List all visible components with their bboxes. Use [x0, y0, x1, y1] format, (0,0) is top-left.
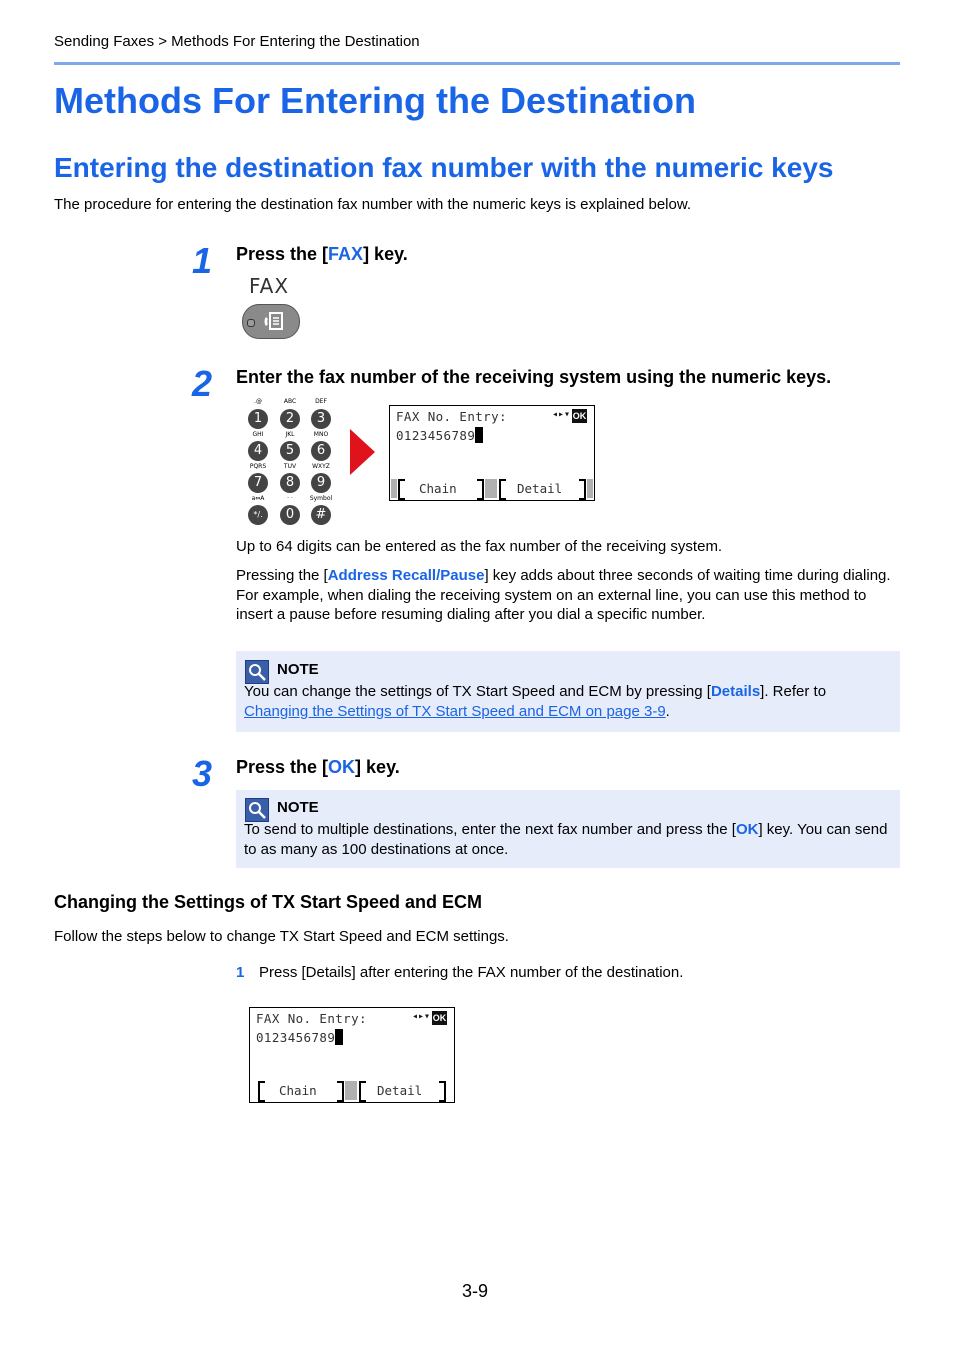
key-label: GHI: [252, 431, 264, 438]
softkey-chain: Chain: [279, 1083, 317, 1098]
ok-key: OK: [735, 821, 759, 838]
lcd-number: 0123456789: [256, 1030, 336, 1045]
note-icon: [245, 660, 269, 684]
key-9: 9: [311, 473, 331, 493]
note-text: [244, 820, 892, 859]
key-star: */.: [248, 505, 268, 525]
substep-number: 1: [236, 964, 245, 981]
step-3-pre: Press the [: [236, 757, 329, 777]
section-intro: The procedure for entering the destination fax number with the numeric keys is explained below.: [54, 196, 692, 213]
bracket-icon: [337, 1081, 344, 1102]
key-label: a⇔A: [251, 495, 265, 502]
note2-pre: To send to multiple destinations, enter the next fax number and press the [: [244, 821, 736, 838]
lcd-line2: [256, 1029, 343, 1045]
nav-arrows-icon: ◂▸▾: [551, 409, 570, 420]
note-box-2: [236, 790, 900, 868]
key-1: 1: [248, 409, 268, 429]
step-1-number: 1: [192, 240, 213, 281]
note-title: NOTE: [277, 799, 319, 816]
key-label: JKL: [285, 431, 295, 438]
step-2-para1: Up to 64 digits can be entered as the fax number of the receiving system.: [236, 538, 723, 555]
key-label: WXYZ: [312, 463, 330, 470]
step-2-number: 2: [192, 363, 213, 404]
breadcrumb: Sending Faxes > Methods For Entering the Destination: [54, 33, 420, 50]
step-3-key: OK: [328, 757, 356, 777]
note-text: [244, 682, 892, 721]
note-box-1: [236, 651, 900, 732]
magnifier-icon: [246, 661, 268, 683]
page-title: Methods For Entering the Destination: [54, 80, 697, 121]
lcd-number: 0123456789: [396, 428, 476, 443]
lcd-edge: [391, 479, 397, 498]
substep-text: Press [Details] after entering the FAX number of the destination.: [259, 964, 684, 981]
step-1-post: ] key.: [363, 244, 408, 264]
address-recall-key: Address Recall/Pause: [327, 567, 485, 584]
para2-pre: Pressing the [: [236, 567, 328, 584]
note2-post: ] key. You can send to as many as 100 destinations at once.: [244, 821, 888, 858]
bracket-icon: [477, 479, 484, 500]
section-heading: Entering the destination fax number with the numeric keys: [54, 152, 834, 183]
bracket-icon: [439, 1081, 446, 1102]
lcd-edge: [587, 479, 593, 498]
ok-icon: OK: [432, 1013, 447, 1023]
key-label: Symbol: [309, 495, 333, 502]
bracket-icon: [258, 1081, 265, 1102]
fax-key-button: [242, 304, 300, 339]
step-3-title: [236, 757, 400, 778]
details-key: Details: [710, 683, 761, 700]
subsection-intro: Follow the steps below to change TX Start Speed and ECM settings.: [54, 928, 509, 945]
lcd-line1: FAX No. Entry:: [396, 409, 507, 424]
key-8: 8: [280, 473, 300, 493]
lcd-line2: [396, 427, 483, 443]
para2-post: ] key adds about three seconds of waiting time during dialing. For example, when dialing the receiving system on an external line, you can use this method to insert a pause before resuming dialing after you dial a specific number.: [236, 567, 891, 623]
key-4: 4: [248, 441, 268, 461]
magnifier-icon: [246, 799, 268, 821]
note1-pre: You can change the settings of TX Start Speed and ECM by pressing [: [244, 683, 711, 700]
lcd-separator: [485, 479, 497, 498]
note1-after: .: [665, 702, 670, 720]
step-3-number: 3: [192, 753, 213, 794]
bracket-icon: [499, 479, 506, 500]
key-label: MNO: [313, 431, 329, 438]
bracket-icon: [359, 1081, 366, 1102]
step-1-key: FAX: [328, 244, 364, 264]
lcd-screen: [389, 405, 595, 501]
cursor-icon: [335, 1029, 343, 1045]
cursor-icon: [475, 427, 483, 443]
step-2-para2: [236, 566, 898, 625]
lcd-screen-2: [249, 1007, 455, 1103]
settings-link[interactable]: Changing the Settings of TX Start Speed and ECM on page 3-9: [244, 702, 666, 720]
numeric-keypad: [244, 398, 339, 528]
key-label: TUV: [283, 463, 297, 470]
step-3-post: ] key.: [355, 757, 400, 777]
bracket-icon: [398, 479, 405, 500]
key-3: 3: [311, 409, 331, 429]
key-0: 0: [280, 505, 300, 525]
ok-icon: OK: [572, 411, 587, 421]
key-label: DEF: [315, 398, 327, 405]
indicator-icon: [247, 319, 255, 327]
softkey-detail: Detail: [517, 481, 563, 496]
key-5: 5: [280, 441, 300, 461]
key-label: .@: [254, 398, 262, 405]
bracket-icon: [579, 479, 586, 500]
fax-document-icon: [262, 311, 284, 331]
key-6: 6: [311, 441, 331, 461]
step-2-title: Enter the fax number of the receiving system using the numeric keys.: [236, 367, 832, 387]
note-title: NOTE: [277, 661, 319, 678]
note1-post: ]. Refer to: [760, 683, 827, 700]
softkey-chain: Chain: [419, 481, 457, 496]
key-label: · ·: [287, 495, 293, 502]
fax-key-label: FAX: [249, 274, 290, 298]
key-label: ABC: [283, 398, 297, 405]
softkey-detail: Detail: [377, 1083, 423, 1098]
step-1-title: [236, 244, 408, 265]
key-7: 7: [248, 473, 268, 493]
lcd-separator: [345, 1081, 357, 1100]
key-label: PQRS: [249, 463, 267, 470]
key-2: 2: [280, 409, 300, 429]
step-1-pre: Press the [: [236, 244, 329, 264]
nav-arrows-icon: ◂▸▾: [411, 1011, 430, 1022]
arrow-right-icon: [350, 429, 375, 475]
page-number: 3-9: [462, 1281, 489, 1301]
subsection-heading: Changing the Settings of TX Start Speed and ECM: [54, 892, 483, 912]
key-hash: #: [311, 505, 331, 525]
note-icon: [245, 798, 269, 822]
lcd-line1: FAX No. Entry:: [256, 1011, 367, 1026]
header-rule: [54, 62, 900, 65]
